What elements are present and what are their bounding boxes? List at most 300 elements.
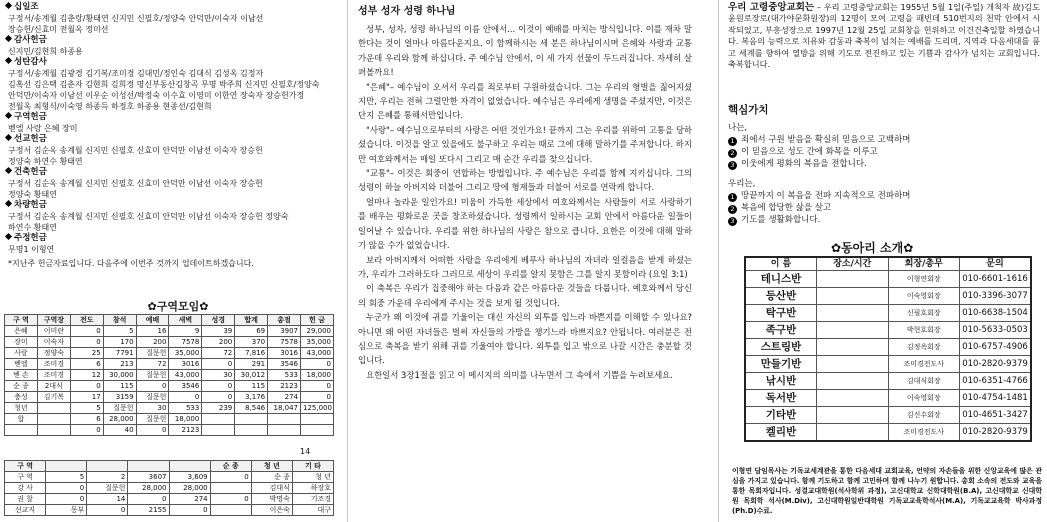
table-cell: 청 년 [292, 472, 333, 483]
table-cell: 115 [103, 381, 136, 392]
table-cell: 72 [202, 348, 235, 359]
club-cell [817, 373, 889, 390]
table-cell: 0 [70, 381, 103, 392]
sermon-paragraph: 이 축복은 우리가 집중해야 하는 다음과 같은 아름다운 것들을 다룹니다. 예호와께서 당신의 회중 가운데 우리에게 주시는 것을 보게 될 것입니다. [358, 283, 692, 308]
number-bullet-icon: 3 [728, 217, 737, 226]
offering-list [4, 2, 334, 255]
table-cell: 0 [70, 337, 103, 348]
core-value-item [728, 214, 1040, 226]
page-number: 14 [300, 447, 311, 456]
table-cell: 200 [136, 337, 169, 348]
table-header-cell: 순 종 [210, 461, 251, 472]
table-row [5, 370, 334, 381]
core-value-group [728, 178, 1040, 226]
table-row [5, 505, 334, 516]
table-cell: 순 종 [5, 381, 38, 392]
club-cell: 김대식회장 [888, 373, 960, 390]
table-cell: 125,000 [301, 403, 334, 414]
table-cell: 69 [235, 326, 268, 337]
table-cell: 35,000 [169, 348, 202, 359]
church-intro [728, 2, 1040, 70]
table-cell: 3016 [169, 359, 202, 370]
club-row [745, 407, 1031, 424]
table-header-cell: 총점 [268, 315, 301, 326]
table-cell: 김기복 [37, 392, 70, 403]
core-value-text: 이 믿음으로 성도 간에 화목을 이루고 [741, 147, 878, 157]
club-row [745, 288, 1031, 305]
club-row [745, 424, 1031, 442]
club-cell: 010-4754-1481 [960, 390, 1032, 407]
table-cell: 0 [202, 381, 235, 392]
table-cell: 0 [46, 483, 87, 494]
table-cell: 3,609 [169, 472, 210, 483]
offering-category [4, 233, 334, 244]
table-cell [202, 414, 235, 425]
table-header-cell: 헌 금 [301, 315, 334, 326]
club-row [745, 271, 1031, 288]
club-cell: 스트링반 [745, 339, 817, 356]
table-cell [210, 505, 251, 516]
table-cell: 2대식 [37, 381, 70, 392]
offering-category-label: 주정헌금 [14, 233, 47, 243]
table-cell [202, 425, 235, 436]
table-row [5, 392, 334, 403]
table-cell: 12 [70, 370, 103, 381]
table-cell: 0 [136, 425, 169, 436]
table-cell: 0 [301, 359, 334, 370]
club-cell: 010-3396-3077 [960, 288, 1032, 305]
club-cell: 기타반 [745, 407, 817, 424]
club-cell [817, 271, 889, 288]
clubs-table [744, 256, 1032, 442]
table-cell: 0 [128, 494, 169, 505]
table-row [5, 494, 334, 505]
club-cell [817, 407, 889, 424]
table-cell: 2 [87, 472, 128, 483]
club-cell: 010-4651-3427 [960, 407, 1032, 424]
table-cell: 은혜 [5, 326, 38, 337]
table-cell: 7791 [103, 348, 136, 359]
core-value-text: 이웃에게 평화의 복음을 전합니다. [741, 159, 867, 169]
table-cell: 0 [210, 472, 251, 483]
number-bullet-icon: 2 [728, 205, 737, 214]
club-row [745, 339, 1031, 356]
offering-category-label: 구역헌금 [14, 112, 47, 122]
table-header-cell: 새벽 [169, 315, 202, 326]
number-bullet-icon: 2 [728, 149, 737, 158]
sermon-title: 성부 성자 성령 하나님 [358, 6, 456, 17]
offering-category [4, 35, 334, 46]
club-cell: 박현호회장 [888, 322, 960, 339]
core-value-text: 복음에 합당한 삶을 살고 [741, 203, 832, 213]
table-cell: 239 [202, 403, 235, 414]
core-value-item [728, 146, 1040, 158]
club-cell [817, 322, 889, 339]
table-row [5, 403, 334, 414]
offering-category [4, 134, 334, 145]
table-cell: 정양숙 [37, 348, 70, 359]
table-cell: 0 [301, 381, 334, 392]
table-cell: 동부 [46, 505, 87, 516]
club-cell: 010-2820-9379 [960, 356, 1032, 373]
core-value-text: 죄에서 구원 받음을 확실히 믿음으로 고백하며 [741, 135, 911, 145]
table-cell: 구 역 [5, 472, 46, 483]
table-cell: 장미 [5, 337, 38, 348]
diamond-bullet-icon [5, 233, 12, 240]
table-cell: 7578 [268, 337, 301, 348]
table-cell: 충성 [5, 392, 38, 403]
core-value-item [728, 202, 1040, 214]
club-cell: 010-6351-4766 [960, 373, 1032, 390]
club-cell: 김정옥회장 [888, 339, 960, 356]
table-cell [301, 414, 334, 425]
table-cell: 질문헌 [103, 403, 136, 414]
core-values-title: 핵심가치 [728, 104, 769, 116]
table-cell: 30 [136, 403, 169, 414]
table-cell: 벧엘 [5, 359, 38, 370]
table-cell: 43,000 [301, 348, 334, 359]
group-meeting-table [4, 314, 334, 436]
sermon-paragraph: "은혜"– 예수님이 오셔서 우리를 죄로부터 구원하셨습니다. 그는 우리의 형벌을 짊어지셨지만, 우리는 전혀 그럴만한 자격이 없었습니다. 예수님은 우리에게 생명을 주셨지만, 이것은 단지 은혜를 통해서만입니다. [358, 81, 692, 121]
table-row [5, 414, 334, 425]
table-cell: 30,012 [235, 370, 268, 381]
table-cell: 3,176 [235, 392, 268, 403]
table-header-cell: 회장/총무 [888, 257, 960, 271]
church-intro-lead: 우리 고령중앙교회는 [728, 2, 815, 13]
offerings-column [0, 0, 342, 522]
table-cell: 이은숙 [251, 505, 292, 516]
club-cell: 이형연회장 [888, 271, 960, 288]
club-cell: 이숙영회장 [888, 390, 960, 407]
table-cell: 18,000 [169, 414, 202, 425]
offering-donors: 김혹선 김은택 김춘자 김현희 김희정 명신부동산김창곡 무명 박주희 신지민 신필호/정양숙 [8, 80, 320, 89]
table-row [5, 381, 334, 392]
table-cell: 18,047 [268, 403, 301, 414]
table-cell: 0 [70, 326, 103, 337]
club-cell: 이숙영회장 [888, 288, 960, 305]
table-cell: 2123 [169, 425, 202, 436]
club-cell: 등산반 [745, 288, 817, 305]
table-cell: 질문헌 [87, 483, 128, 494]
table-cell: 14 [87, 494, 128, 505]
club-cell: 테니스반 [745, 271, 817, 288]
club-cell: 독서반 [745, 390, 817, 407]
table-cell: 35,000 [301, 337, 334, 348]
offering-donors: 구정서 김순옥 송계월 신지민 신필호 신효미 안덕만 이남선 이숙자 장승헌 [8, 179, 263, 188]
table-cell: 43,000 [169, 370, 202, 381]
table-cell: 3907 [268, 326, 301, 337]
table-row [5, 472, 334, 483]
table-cell: 0 [46, 494, 87, 505]
sermon-paragraph: 얼마나 놀라운 일인가요! 미움이 가득한 세상에서 여호와께서는 사람들이 서로 사랑하기를 배우는 평화로운 곳을 창조하셨습니다. 성령께서 일하시는 교회 안에서 아름다운 일들이 일어날 수 있습니다. 우리를 위한 하나님의 사랑은 참으로 큽니다. 요한은 이것에 대해 말하기 않을 수가 없었습니다. [358, 196, 692, 251]
offering-category-label: 건축헌금 [14, 167, 47, 177]
table-cell [37, 425, 70, 436]
diamond-bullet-icon [5, 200, 12, 207]
table-cell: 274 [268, 392, 301, 403]
table-cell: 하장호 [292, 483, 333, 494]
table-cell: 213 [103, 359, 136, 370]
table-cell [235, 425, 268, 436]
club-cell [817, 288, 889, 305]
core-value-text: 기도를 생활화합니다. [741, 215, 821, 225]
table-cell: 25 [70, 348, 103, 359]
table-cell: 이숙자 [37, 337, 70, 348]
table-cell: 72 [136, 359, 169, 370]
table-cell: 0 [210, 494, 251, 505]
offering-donors: 하연수 황태연 [8, 223, 57, 232]
table-cell: 6 [70, 359, 103, 370]
diamond-bullet-icon [5, 57, 12, 64]
table-cell: 0 [87, 505, 128, 516]
table-cell: 40 [103, 425, 136, 436]
sermon-paragraph: 누군가 왜 이것에 귀를 기울이는 대신 자신의 외투를 입느라 바쁜지를 이해할 수 있나요? 아니면 왜 어떤 자녀들은 벌써 자신들의 가방을 챙기느라 바쁘지요? 안됩니다. 여러분은 전심으로 축복을 받기 위해 귀를 기울여야 합니다. 외투를 입고 밖으로 나갈 시간은 충분할 것입니다. [358, 312, 692, 366]
table-header-cell: 구 역 [5, 315, 38, 326]
table-cell: 18,000 [301, 370, 334, 381]
table-cell [5, 425, 38, 436]
table-cell: 7578 [169, 337, 202, 348]
club-cell: 족구반 [745, 322, 817, 339]
table-row [5, 337, 334, 348]
sermon-paragraph: 요한일서 3장1절을 읽고 이 메시지의 의미를 나누면서 그 속에서 기쁨을 누려보세요. [366, 369, 673, 380]
table-header-cell [128, 461, 169, 472]
table-cell: 0 [202, 392, 235, 403]
table-cell: 조미경 [37, 370, 70, 381]
number-bullet-icon: 1 [728, 193, 737, 202]
table-cell: 39 [202, 326, 235, 337]
club-cell: 낚시반 [745, 373, 817, 390]
table-cell: 9 [169, 326, 202, 337]
table-cell: 질문헌 [136, 392, 169, 403]
table-cell: 사랑 [5, 348, 38, 359]
club-cell: 신필호회장 [888, 305, 960, 322]
offering-category [4, 57, 334, 68]
table-row [5, 483, 334, 494]
table-cell: 0 [301, 392, 334, 403]
table-cell: 291 [235, 359, 268, 370]
table-cell: 533 [169, 403, 202, 414]
group-meeting-title: ✿구역모임✿ [147, 300, 209, 313]
club-row [745, 390, 1031, 407]
table-header-cell: 참석 [103, 315, 136, 326]
table-cell: 기조경 [292, 494, 333, 505]
offering-donors: 신지민/김현희 하종용 [8, 47, 83, 56]
table-cell: 0 [136, 381, 169, 392]
core-value-item [728, 134, 1040, 146]
table-cell: 5 [70, 403, 103, 414]
table-header-cell: 구역장 [37, 315, 70, 326]
offering-category-label: 차량헌금 [14, 200, 47, 210]
table-cell: 3546 [268, 359, 301, 370]
offering-donors: 무명1 이형연 [8, 245, 55, 254]
table-cell: 대구 [292, 505, 333, 516]
table-cell: 순 종 [251, 472, 292, 483]
table-cell [210, 483, 251, 494]
offering-note: *지난주 헌금자료입니다. 다음주에 이번주 것까지 업데이트하겠습니다. [8, 259, 254, 268]
number-bullet-icon: 3 [728, 161, 737, 170]
table-cell: 5 [103, 326, 136, 337]
sermon-paragraph: 보라 아버지께서 어떠한 사랑을 우리에게 베푸사 하나님의 자녀라 일컬음을 받게 하셨는가, 우리가 그러하도다 그러므로 세상이 우리를 알지 못함은 그를 알지 못함이라 (요일 3:1) [358, 254, 692, 279]
table-cell [301, 425, 334, 436]
table-cell: 3546 [169, 381, 202, 392]
table-header-cell: 이 름 [745, 257, 817, 271]
table-header-cell: 예배 [136, 315, 169, 326]
table-cell: 115 [235, 381, 268, 392]
offering-donors: 전월옥 최형식/이숙영 하종득 하정호 하종용 현종선/김현희 [8, 102, 212, 111]
table-row [5, 348, 334, 359]
offering-category [4, 167, 334, 178]
table-cell: 28,000 [169, 483, 210, 494]
offering-category-label: 성탄감사 [14, 57, 47, 67]
table-header-cell [87, 461, 128, 472]
club-cell [817, 305, 889, 322]
core-value-item [728, 158, 1040, 170]
table-cell: 질문헌 [136, 370, 169, 381]
core-value-group-label: 우리는, [728, 179, 756, 189]
offering-donors: 정양숙 황태연 [8, 190, 57, 199]
diamond-bullet-icon [5, 35, 12, 42]
club-row [745, 305, 1031, 322]
club-cell: 김신수회장 [888, 407, 960, 424]
club-cell: 켈리반 [745, 424, 817, 442]
table-header-cell [46, 461, 87, 472]
table-cell [37, 403, 70, 414]
duty-table [4, 460, 334, 516]
table-cell: 6 [70, 414, 103, 425]
offering-donors: 구정서/송계월 김춘랑/황태연 신지민 신필호/정양숙 안덕만/이숙자 이남선 [8, 14, 264, 23]
table-cell: 8,546 [235, 403, 268, 414]
table-cell: 벧 손 [5, 370, 38, 381]
club-row [745, 356, 1031, 373]
table-cell: 0 [169, 505, 210, 516]
table-cell: 370 [235, 337, 268, 348]
club-cell: 조미경전도사 [888, 424, 960, 442]
club-cell [817, 424, 889, 442]
sermon-body [358, 22, 692, 382]
club-cell: 010-6601-1616 [960, 271, 1032, 288]
table-cell: 질문헌 [136, 348, 169, 359]
column-divider [347, 0, 348, 522]
table-row [5, 359, 334, 370]
table-cell: 200 [202, 337, 235, 348]
offering-donors: 구정서 김순옥 송계월 신지민 신필호 신효미 안덕만 이남선 이숙자 장승헌 정양숙 [8, 212, 289, 221]
offering-category-label: 선교헌금 [14, 134, 47, 144]
table-cell: 합 [5, 414, 38, 425]
table-cell: 권 찰 [5, 494, 46, 505]
offering-category-label: 감사헌금 [14, 35, 47, 45]
table-cell: 0 [202, 359, 235, 370]
table-row [5, 326, 334, 337]
table-cell: 이미란 [37, 326, 70, 337]
diamond-bullet-icon [5, 134, 12, 141]
table-cell: 3159 [103, 392, 136, 403]
core-value-text: 땅끝까지 이 복음을 전파 지속적으로 전파하며 [741, 191, 911, 201]
table-cell [235, 414, 268, 425]
table-cell: 29,000 [301, 326, 334, 337]
core-value-item [728, 190, 1040, 202]
table-cell: 3607 [128, 472, 169, 483]
table-cell: 0 [70, 425, 103, 436]
table-header-cell: 청 년 [251, 461, 292, 472]
table-cell: 5 [46, 472, 87, 483]
table-cell: 청년 [5, 403, 38, 414]
table-cell: 2123 [268, 381, 301, 392]
table-cell: 274 [169, 494, 210, 505]
diamond-bullet-icon [5, 112, 12, 119]
table-cell: 조미경 [37, 359, 70, 370]
table-cell: 선교지 [5, 505, 46, 516]
club-row [745, 322, 1031, 339]
club-cell [817, 390, 889, 407]
table-cell: 28,000 [103, 414, 136, 425]
table-cell: 박명숙 [251, 494, 292, 505]
table-row [5, 425, 334, 436]
table-header-cell: 구 역 [5, 461, 46, 472]
club-cell: 만들기반 [745, 356, 817, 373]
club-row [745, 373, 1031, 390]
table-cell: 17 [70, 392, 103, 403]
offering-donors: 구정서/송계월 김광경 김기복/조미경 김대민/정인숙 김대식 김성옥 김정자 [8, 69, 264, 78]
table-header-cell [169, 461, 210, 472]
table-cell: 16 [136, 326, 169, 337]
table-cell: 7,816 [235, 348, 268, 359]
column-divider [718, 0, 719, 522]
table-cell: 533 [268, 370, 301, 381]
club-cell: 탁구반 [745, 305, 817, 322]
diamond-bullet-icon [5, 167, 12, 174]
offering-category [4, 200, 334, 211]
table-cell: 30,000 [103, 370, 136, 381]
table-cell: 0 [169, 392, 202, 403]
club-cell [817, 356, 889, 373]
table-cell: 질문헌 [136, 414, 169, 425]
offering-donors: 안덕만/이숙자 이남선 이우순 이성선/박정숙 이수효 이영미 이한연 장숙자 장승헌가정 [8, 91, 305, 100]
table-header-cell: 장소/시간 [817, 257, 889, 271]
offering-donors: 장승헌/신효미 전월옥 정미선 [8, 25, 109, 34]
pastor-profile: 이형연 담임목사는 기독교세계관을 통한 다음세대 교회교육, 언약의 자손들을 위한 신앙교육에 많은 관심을 가지고 있습니다. 함께 기도하고 함께 고민하며 함께 나누기 원합니다. 총회 소속의 전도와 교육을 통한 목회자입니다. 성결교대학원(석사학위 과정), 고신대학교 신학대학원(B.A), 고신대학교 신대학원 목회학 석사(M.Div), 고신대학원일반대학원 기독교교육학석사(M.A), 기독교교육학 박사과정(Ph.D)수료. [732, 467, 1042, 515]
table-cell: 28,000 [128, 483, 169, 494]
offering-category-label: 십일조 [14, 2, 39, 12]
core-value-group [728, 122, 1040, 170]
clubs-title: ✿동아리 소개✿ [831, 241, 914, 255]
club-cell: 010-2820-9379 [960, 424, 1032, 442]
table-cell: 김대식 [251, 483, 292, 494]
table-cell: 30 [202, 370, 235, 381]
table-cell: 2155 [128, 505, 169, 516]
table-cell [268, 425, 301, 436]
table-header-cell: 성경 [202, 315, 235, 326]
sermon-paragraph: 성부, 성자, 성령 하나님의 이름 안에서... 이것이 예배를 마치는 방식입니다. 이를 재차 말한다는 것이 얼마나 아름다운지요. 이 함께하시는 세 분은 하나님이시며 은혜와 사랑과 교통 가운데 우리와 함께 하십니다. 주 예수님 안에서, 이 세 가지 선물이 두드러집니다. 자세히 살펴볼까요! [358, 24, 692, 78]
sermon-column [354, 0, 694, 522]
offering-category [4, 2, 334, 13]
table-cell [268, 414, 301, 425]
table-header-cell: 기 타 [292, 461, 333, 472]
core-value-group-label: 나는, [728, 123, 748, 133]
offering-donors: 구정서 김순옥 송계월 신지민 신필호 신효미 안덕만 이남선 이숙자 장승헌 [8, 146, 263, 155]
sermon-paragraph: "사랑"– 예수님으로부터의 사랑은 어떤 것인가요! 끝까지 그는 우리를 위하여 고통을 당하셨습니다. 이것을 알고 있을에도 불구하고 우리는 때로 그에 대해 말하기를 주저합니다. 하지만 여호와께서는 매일 또다시 그리고 매 순간 우리를 찾으십니다. [358, 124, 692, 164]
offering-category [4, 112, 334, 123]
core-values-list [728, 122, 1040, 234]
table-cell: 170 [103, 337, 136, 348]
offering-donors: 벧엘 사랑 은혜 장미 [8, 124, 78, 133]
church-intro-text: – 우리 고령중앙교회는 1955년 5월 1일(주일) 개척자 故)김도윤원로장로(대가야문화원장)의 12명이 모여 고령을 패빈데 510번지의 천막 안에서 시작되었고, 부흥성장으로 1997년 12월 25일 교회창을 헌위하고 이건건축일할 하였습니다. 복음의 능력으로 치유와 감동과 축복이 넘치는 예배를 드리며, 지역과 다음세대를 품고 세계를 향하여 열방을 위해 기도로 전진하고 있는 기쁨과 감사가 넘치는 교회입니다. 축복합니다. [728, 2, 1040, 70]
club-cell: 010-6757-4906 [960, 339, 1032, 356]
offering-donors: 정양숙 하연수 황태연 [8, 157, 83, 166]
club-cell [817, 339, 889, 356]
table-header-cell: 문의 [960, 257, 1032, 271]
table-cell: 강 사 [5, 483, 46, 494]
sermon-paragraph: "교통"– 이것은 회중이 연합하는 방법입니다. 주 예수님은 우리를 함께 지키십니다. 그의 성령이 하늘 아버지와 더불어 그리고 땅에 형제들과 더불어 서로를 연락케 합니다. [358, 168, 692, 193]
club-cell: 조미경전도사 [888, 356, 960, 373]
